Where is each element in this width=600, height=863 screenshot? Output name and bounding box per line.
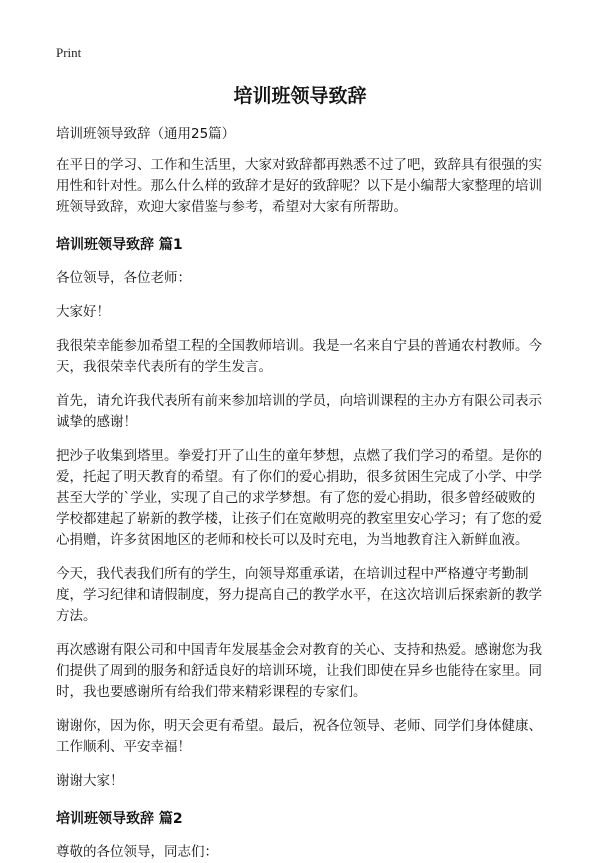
body-paragraph: 再次感谢有限公司和中国青年发展基金会对教育的关心、支持和热爱。感谢您为我们提供了周到的服务和舒适良好的培训环境，让我们即使在异乡也能待在家里。同时，我也要感谢所有给我们带来精彩课程的专家们。 [56, 642, 542, 700]
section-heading: 培训班领导致辞 篇2 [56, 811, 183, 827]
closing-line: 谢谢大家！ [56, 773, 124, 789]
intro-paragraph: 在平日的学习、工作和生活里，大家对致辞都再熟悉不过了吧，致辞具有很强的实用性和针对性。那么什么样的致辞才是好的致辞呢？以下是小编帮大家整理的培训班领导致辞，欢迎大家借鉴与参考，希望对大家有所帮助。 [56, 157, 542, 215]
section-2 [56, 808, 544, 863]
body-paragraph: 今天，我代表我们所有的学生，向领导郑重承诺，在培训过程中严格遵守考勤制度，学习纪律和请假制度，努力提高自己的教学水平，在这次培训后探索新的教学方法。 [56, 566, 542, 624]
section-1 [56, 234, 544, 792]
body-paragraph: 我很荣幸能参加希望工程的全国教师培训。我是一名来自宁县的普通农村教师。今天，我很荣幸代表所有的学生发言。 [56, 338, 542, 375]
section-heading: 培训班领导致辞 篇1 [56, 237, 183, 253]
body-paragraph: 首先，请允许我代表所有前来参加培训的学员，向培训课程的主办方有限公司表示诚挚的感谢！ [56, 393, 542, 430]
greeting: 大家好！ [56, 304, 110, 320]
body-paragraph: 谢谢你，因为你，明天会更有希望。最后，祝各位领导、老师、同学们身体健康、工作顺利、平安幸福！ [56, 718, 542, 755]
salutation: 各位领导，各位老师： [56, 270, 191, 286]
print-link[interactable]: Print [56, 45, 82, 60]
salutation: 尊敬的各位领导，同志们： [56, 844, 218, 860]
page-title: 培训班领导致辞 [233, 85, 367, 107]
body-paragraph: 把沙子收集到塔里。拳爱打开了山生的童年梦想，点燃了我们学习的希望。是你的爱，托起了明天教育的希望。有了你们的爱心捐助，很多贫困生完成了小学、中学甚至大学的`学业，实现了自己的求学梦想。有了您的爱心捐助，很多曾经破败的学校都建起了崭新的教学楼，让孩子们在宽敞明亮的教室里安心学习；有了您的爱心捐赠，许多贫困地区的老师和校长可以及时充电，为当地教育注入新鲜血液。 [56, 448, 542, 548]
document-subtitle: 培训班领导致辞（通用25篇） [56, 126, 236, 142]
